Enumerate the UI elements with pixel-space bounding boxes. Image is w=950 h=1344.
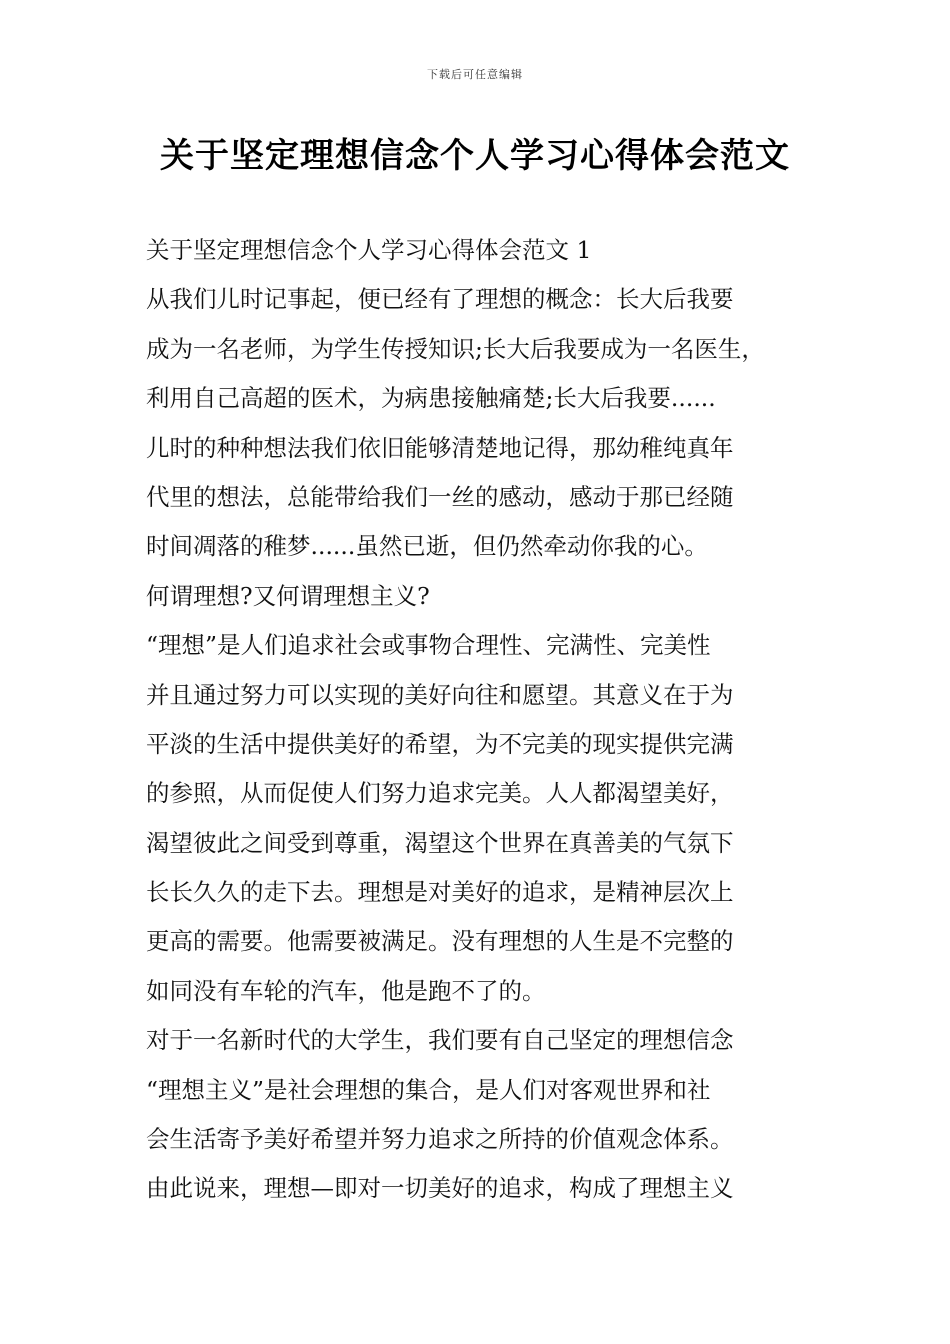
text-line: 从我们儿时记事起，便已经有了理想的概念：长大后我要 xyxy=(146,285,734,314)
text-line: 利用自己高超的医术，为病患接触痛楚;长大后我要...... xyxy=(146,384,716,413)
text-line: 平淡的生活中提供美好的希望，为不完美的现实提供完满 xyxy=(146,729,734,758)
document-body xyxy=(146,232,810,1220)
text-line: 成为一名老师，为学生传授知识;长大后我要成为一名医生， xyxy=(146,334,765,363)
text-line: 儿时的种种想法我们依旧能够清楚地记得，那幼稚纯真年 xyxy=(146,433,734,462)
text-line: 对于一名新时代的大学生，我们要有自己坚定的理想信念 xyxy=(146,1026,734,1055)
text-line: 会生活寄予美好希望并努力追求之所持的价值观念体系。 xyxy=(146,1125,734,1154)
text-line: 时间凋落的稚梦......虽然已逝，但仍然牵动你我的心。 xyxy=(146,532,708,561)
text-line: 如同没有车轮的汽车，他是跑不了的。 xyxy=(146,976,546,1005)
header-note: 下载后可任意编辑 xyxy=(427,68,523,81)
document-title: 关于坚定理想信念个人学习心得体会范文 xyxy=(160,136,790,176)
text-line: 并且通过努力可以实现的美好向往和愿望。其意义在于为 xyxy=(146,680,734,709)
section-heading: 关于坚定理想信念个人学习心得体会范文 1 xyxy=(146,236,592,264)
text-line: “理想主义”是社会理想的集合，是人们对客观世界和社 xyxy=(146,1075,711,1104)
text-line: 代里的想法，总能带给我们一丝的感动，感动于那已经随 xyxy=(146,482,734,511)
text-line: 的参照，从而促使人们努力追求完美。人人都渴望美好， xyxy=(146,779,734,808)
text-line: 由此说来，理想—即对一切美好的追求，构成了理想主义 xyxy=(146,1174,734,1203)
text-line: 何谓理想?又何谓理想主义? xyxy=(146,581,430,610)
text-line: “理想”是人们追求社会或事物合理性、完满性、完美性 xyxy=(146,631,711,660)
text-line: 渴望彼此之间受到尊重，渴望这个世界在真善美的气氛下 xyxy=(146,828,734,857)
text-line: 长长久久的走下去。理想是对美好的追求，是精神层次上 xyxy=(146,878,734,907)
text-line: 更高的需要。他需要被满足。没有理想的人生是不完整的 xyxy=(146,927,734,956)
